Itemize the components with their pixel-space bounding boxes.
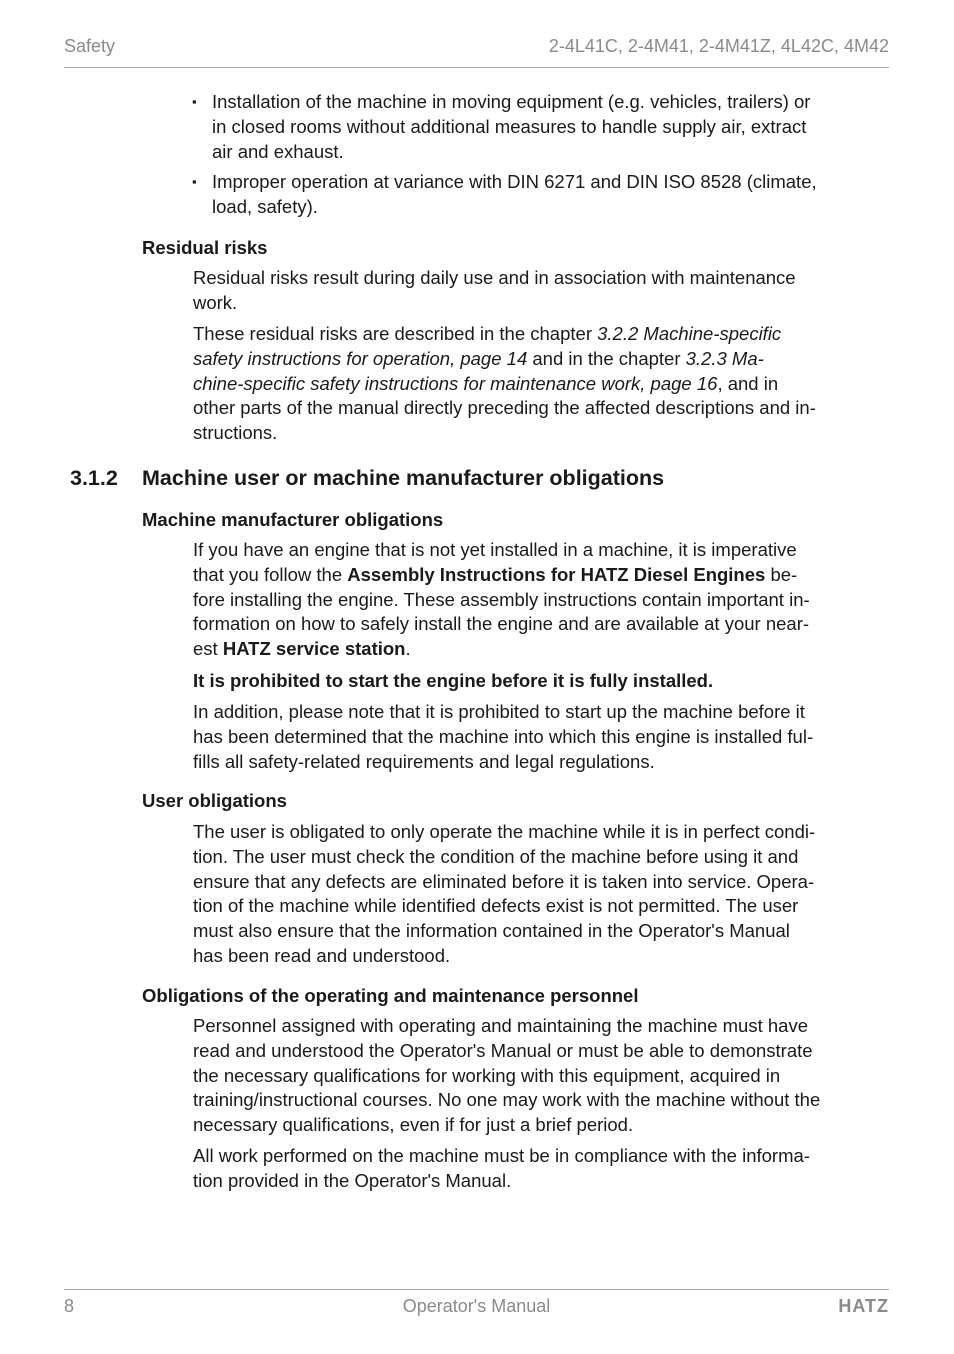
page-footer: [64, 1296, 889, 1320]
residual-risks-references: These residual risks are described in the chapter 3.2.2 Machine-specific safety instructions for operation, page 14 and in the chapter 3.2.3 Ma- chine-specific safety instructions for maintenance work, page 16, and in other parts of the manual directly preceding the affected descriptions and in- structions.: [193, 323, 816, 444]
header-models: 2-4L41C, 2-4M41, 2-4M41Z, 4L42C, 4M42: [548, 36, 889, 56]
personnel-paragraph-2: All work performed on the machine must be in compliance with the informa- tion provided in the Operator's Manual.: [193, 1145, 810, 1191]
manufacturer-paragraph-2: In addition, please note that it is prohibited to start up the machine before it has been determined that the machine into which this engine is installed ful- fills all safety-related requirements and legal regulations.: [193, 701, 814, 772]
hatz-logo: HATZ: [838, 1296, 889, 1316]
service-station-ref: HATZ service station: [222, 638, 406, 660]
assembly-instructions-ref: Assembly Instructions for HATZ Diesel Engines: [347, 563, 766, 585]
footer-title: Operator's Manual: [402, 1296, 551, 1316]
personnel-heading: Obligations of the operating and maintenance personnel: [142, 985, 639, 1006]
user-paragraph: The user is obligated to only operate the machine while it is in perfect condi- tion. The user must check the condition of the machine before using it and ensure that any defects are eliminated before it is taken into service. Opera- tion of the machine while identified defects exist is not permitted. The user must also ensure that the information contained in the Operator's Manual has been read and understood.: [193, 821, 816, 966]
bullet-icon: ▪: [192, 94, 197, 109]
header-rule: [64, 67, 889, 68]
section-number: 3.1.2: [70, 466, 118, 490]
bullet-list: [192, 90, 892, 220]
chapter-link-3-2-3-cont[interactable]: chine-specific safety instructions for maintenance work, page 16: [193, 372, 718, 394]
chapter-link-3-2-2-cont[interactable]: safety instructions for operation, page 14: [193, 347, 528, 369]
page-header: [64, 36, 889, 60]
user-heading: User obligations: [142, 790, 287, 811]
chapter-link-3-2-3[interactable]: 3.2.3 Ma-: [685, 347, 764, 369]
manufacturer-heading: Machine manufacturer obligations: [142, 509, 444, 530]
section-title: Machine user or machine manufacturer obligations: [142, 466, 665, 490]
header-section: Safety: [64, 36, 116, 56]
bullet-icon: ▪: [192, 174, 197, 190]
section-heading: [70, 464, 664, 492]
chapter-link-3-2-2[interactable]: 3.2.2 Machine-specific: [597, 323, 782, 344]
list-item: ▪ Installation of the machine in moving equipment (e.g. vehicles, trailers) or in closed rooms without additional measures to handle supply air, extract air and exhaust.: [192, 91, 811, 162]
manufacturer-paragraph: If you have an engine that is not yet installed in a machine, it is imperative that you follow the Assembly Instructions for HATZ Diesel Engines be- fore installing the engine. These assembly instructions contain important in- formation on how to safely install the engine and are available at your near- est HATZ service station.: [193, 539, 810, 660]
footer-rule: [64, 1289, 889, 1290]
page-number: 8: [64, 1296, 75, 1316]
residual-risks-heading: Residual risks: [142, 237, 268, 258]
list-item: ▪ Improper operation at variance with DIN 6271 and DIN ISO 8528 (climate, load, safety).: [192, 171, 817, 218]
residual-risks-paragraph: Residual risks result during daily use and in association with maintenance work.: [193, 267, 796, 313]
personnel-paragraph: Personnel assigned with operating and maintaining the machine must have read and understood the Operator's Manual or must be able to demonstrate the necessary qualifications for working with this equipment, acquired in training/instructional courses. No one may work with the machine without the necessary qualifications, even if for just a brief period.: [193, 1015, 821, 1136]
manufacturer-warning: It is prohibited to start the engine before it is fully installed.: [193, 670, 714, 691]
